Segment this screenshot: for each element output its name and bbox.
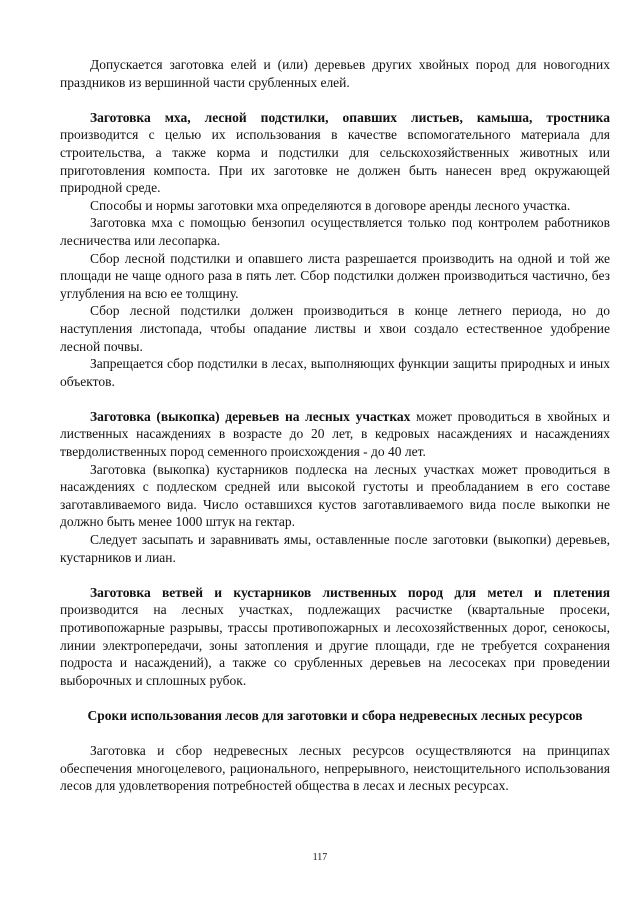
- paragraph-text: производится на лесных участках, подлежащих расчистке (квартальные просеки, противопожарные разрывы, трассы противопожарных и лесохозяйственных дорог, сенокосы, линии электропередачи, зоны затопления и другие площади, где не требуется сохранения подроста и насаждений), а также со срубленных деревьев на лесосеках при проведении выборочных и сплошных рубок.: [60, 602, 610, 688]
- paragraph-fir-harvest: Допускается заготовка елей и (или) деревьев других хвойных пород для новогодних праздников из вершинной части срубленных елей.: [60, 57, 610, 90]
- paragraph-branches-brooms: [60, 584, 610, 690]
- spacer: [60, 390, 610, 408]
- page-body: [60, 56, 610, 795]
- paragraph-tree-digging: [60, 408, 610, 461]
- bold-lead-moss: Заготовка мха, лесной подстилки, опавших листьев, камыша, тростника: [90, 109, 610, 125]
- spacer: [60, 689, 610, 707]
- paragraph-shrub-digging: Заготовка (выкопка) кустарников подлеска на лесных участках может проводиться в насаждениях с подлеском средней или высокой густоты и преобладанием в его составе заготавливаемого вида. Число оставшихся кустов заготавливаемого вида после выкопки не должно быть менее 1000 штук на гектар.: [60, 461, 610, 530]
- paragraph-moss-chainsaw: Заготовка мха с помощью бензопил осуществляется только под контролем работников лесничества или лесопарка.: [60, 215, 610, 248]
- paragraph-moss-litter: [60, 109, 610, 197]
- bold-lead-branches: Заготовка ветвей и кустарников лиственных пород для метел и плетения: [90, 584, 610, 600]
- spacer: [60, 91, 610, 109]
- bold-lead-digging: Заготовка (выкопка) деревьев на лесных участках: [90, 408, 411, 424]
- paragraph-litter-season: Сбор лесной подстилки должен производиться в конце летнего периода, но до наступления листопада, чтобы опадание листвы и хвои создало естественное удобрение лесной почвы.: [60, 303, 610, 354]
- paragraph-moss-methods: Способы и нормы заготовки мха определяются в договоре аренды лесного участка.: [90, 197, 571, 213]
- section-heading: Сроки использования лесов для заготовки и сбора недревесных лесных ресурсов: [87, 707, 583, 723]
- spacer: [60, 725, 610, 743]
- paragraph-text: производится с целью их использования в качестве вспомогательного материала для строительства, а также корма и подстилки для сельскохозяйственных животных или приготовления компоста. При их заготовке не должен быть нанесен вред окружающей природной среде.: [60, 127, 610, 196]
- paragraph-principles: Заготовка и сбор недревесных лесных ресурсов осуществляются на принципах обеспечения многоцелевого, рационального, непрерывного, неистощительного использования лесов для удовлетворения потребностей общества в лесах и лесных ресурсах.: [60, 743, 610, 794]
- spacer: [60, 566, 610, 584]
- page-number: 117: [312, 852, 328, 863]
- paragraph-text: может проводиться в хвойных и лиственных насаждениях в возрасте до 20 лет, в кедровых насаждениях и насаждениях твердолиственных пород семенного происхождения - до 40 лет.: [60, 408, 610, 460]
- paragraph-litter-frequency: Сбор лесной подстилки и опавшего листа разрешается производить на одной и той же площади не чаще одного раза в пять лет. Сбор подстилки должен производиться частично, без углубления на всю ее толщину.: [60, 250, 610, 301]
- paragraph-litter-prohibition: Запрещается сбор подстилки в лесах, выполняющих функции защиты природных и иных объектов.: [60, 356, 610, 389]
- paragraph-fill-pits: Следует засыпать и заравнивать ямы, оставленные после заготовки (выкопки) деревьев, кустарников и лиан.: [60, 532, 610, 565]
